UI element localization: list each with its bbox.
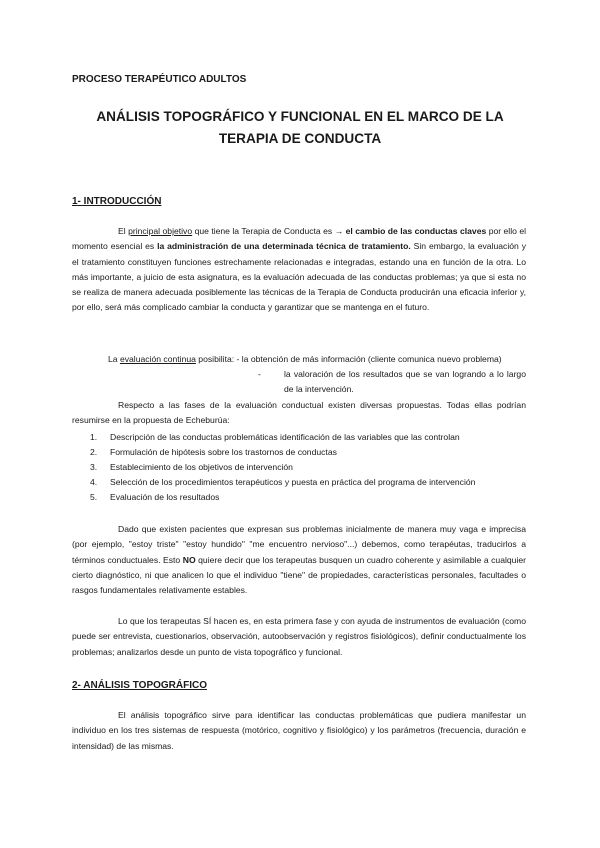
eval-item-1: posibilita: - la obtención de más información (cliente comunica nuevo problema) [195, 354, 502, 364]
title-line-1: ANÁLISIS TOPOGRÁFICO Y FUNCIONAL EN EL MARCO DE LA [96, 109, 504, 124]
list-item [90, 430, 475, 445]
list-num: 2. [90, 447, 98, 457]
fases-list [90, 430, 475, 505]
eval-item-2: la valoración de los resultados que se van logrando a lo largo de la intervención. [284, 369, 526, 395]
list-text: Selección de los procedimientos terapéuticos y puesta en práctica del programa de intervención [110, 477, 476, 487]
p1-text-mid2: por ello el momento esencial es [72, 226, 527, 252]
list-text: Evaluación de los resultados [110, 492, 220, 502]
list-item [90, 445, 475, 460]
p1-bold-cambio: el cambio de las conductas claves [345, 226, 487, 236]
p1-bold-administracion: la administración de una determinada técnica de tratamiento. [157, 241, 411, 252]
p1-text-start: El [118, 226, 129, 236]
section-heading-analisis-topografico: 2- ANÁLISIS TOPOGRÁFICO [72, 680, 208, 691]
intro-paragraph-1 [72, 224, 526, 316]
p1-text-rest: Sin embargo, la evaluación y el tratamiento constituyen funciones estrechamente relacionadas e integradas, estando una en función de la otra. Lo más importante, a juicio de esta asignatura, es la evaluación adecuada de las conductas problemas; ya que si esta no se realiza de manera adecuada posiblemente las técnicas de la Terapia de Conducta producirán una eficacia inferior y, por ello, será más complicado cambiar la conducta y garantizar que se mantenga en el futuro. [72, 241, 526, 313]
principal-objetivo-term: principal objetivo [128, 226, 193, 236]
p3-text-start: Dado que existen pacientes que expresan sus problemas inicialmente de manera muy vaga e imprecisa (por ejemplo, "estoy triste" "estoy hundido" "me encuentro nervioso"...) debemos, como terapéutas, traducirlos a términos conductuales. Esto [72, 524, 526, 565]
eval-text-start: La [108, 354, 120, 364]
document-title [60, 106, 540, 150]
list-text: Establecimiento de los objetivos de intervención [110, 462, 293, 472]
eval-dash: - [258, 369, 261, 379]
list-text: Descripción de las conductas problemáticas identificación de las variables que las controlan [110, 432, 460, 442]
section-heading-introduccion: 1- INTRODUCCIÓN [72, 196, 162, 207]
evaluacion-continua-line [108, 352, 526, 367]
list-num: 5. [90, 492, 98, 502]
list-num: 3. [90, 462, 98, 472]
list-item [90, 460, 475, 475]
p3-bold-no: NO [182, 554, 196, 565]
title-line-2: TERAPIA DE CONDUCTA [218, 131, 382, 146]
list-item [90, 475, 475, 490]
topografico-paragraph-1: El análisis topográfico sirve para identificar las conductas problemáticas que pudiera manifestar un individuo en los tres sistemas de respuesta (motórico, cognitivo y fisiológico) y los parámetros (frecuencia, duración e intensidad) de las mismas. [72, 710, 526, 751]
intro-paragraph-4: Lo que los terapeutas SÍ hacen es, en esta primera fase y con ayuda de instrumentos de evaluación (como puede ser entrevista, cuestionarios, observación, autoobservación y registros fisiológicos), definir conductualmente los problemas; analizarlos desde un punto de vista topográfico y funcional. [72, 616, 526, 657]
document-header: PROCESO TERAPÉUTICO ADULTOS [72, 74, 247, 85]
list-num: 4. [90, 477, 98, 487]
p1-text-mid: que tiene la Terapia de Conducta es → [192, 226, 346, 236]
intro-paragraph-2: Respecto a las fases de la evaluación conductual existen diversas propuestas. Todas ellas podrían resumirse en la propuesta de Echeburúa: [72, 400, 526, 426]
list-num: 1. [90, 432, 98, 442]
list-item [90, 490, 475, 505]
evaluacion-continua-term: evaluación continua [119, 354, 196, 364]
p3-text-rest: quiere decir que los terapeutas busquen un cuadro coherente y asimilable a cualquier cierto diagnóstico, ni que analicen lo que el individuo "tiene" de propiedades, características personales, facultades o rasgos fundamentales relativamente estables. [72, 554, 526, 596]
intro-paragraph-3 [72, 522, 526, 598]
list-text: Formulación de hipótesis sobre los trastornos de conductas [110, 447, 337, 457]
